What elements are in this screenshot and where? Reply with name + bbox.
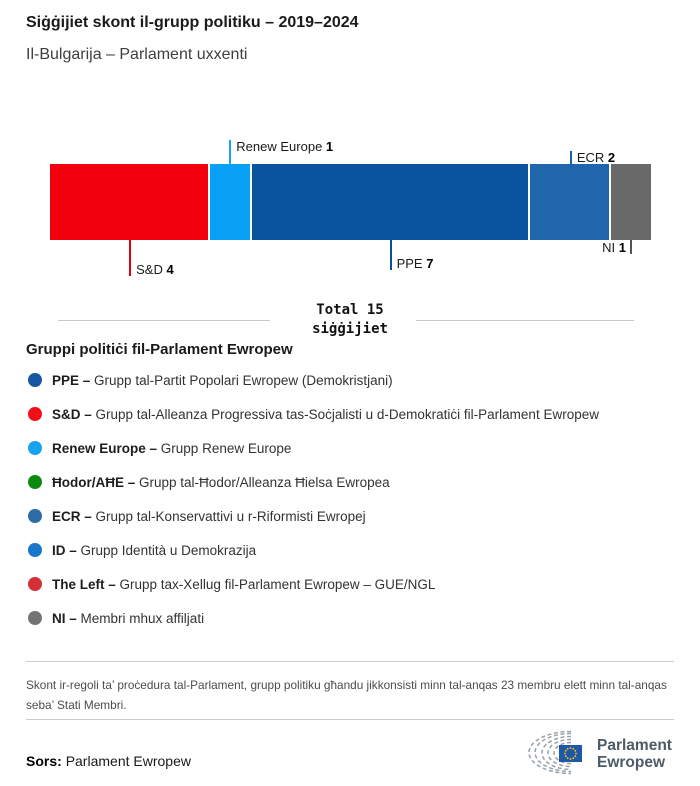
seats-chart [0,130,700,300]
divider-right [416,320,634,321]
source-value: Parlament Ewropew [65,753,191,769]
source-line [26,753,191,769]
legend-color-dot-icon [28,509,42,523]
footnote-text: Skont ir-regoli ta’ proċedura tal-Parlament, grupp politiku għandu jikkonsisti minn tal-anqas 23 membru elett minn tal-anqas seba’ Stati Membri. [26,678,667,712]
legend-color-dot-icon [28,441,42,455]
legend-item-desc: Grupp tal-Ħodor/Alleanza Ħielsa Ewropea [139,474,390,490]
page-subtitle: Il-Bulgarija – Parlament uxxenti [26,46,248,63]
legend-color-dot-icon [28,611,42,625]
legend-item-desc: Grupp Renew Europe [160,440,292,456]
legend-item-abbr: PPE – [52,372,91,388]
legend-item-s-d [26,397,674,431]
divider-left [58,320,270,321]
annotation-tick-ppe [390,240,392,270]
page-title: Siġġijiet skont il-grupp politiku – 2019–2024 [26,14,359,31]
legend-item-abbr: ID – [52,542,77,558]
footnote-rule-top [26,661,674,662]
legend-item-ecr [26,499,674,533]
legend-item-ppe [26,363,674,397]
annotation-tick-ecr [570,151,572,164]
annotation-label-ecr: ECR 2 [576,150,616,165]
footnote-rule-bottom [26,719,674,720]
legend-item-desc: Grupp tal-Partit Popolari Ewropew (Demokristjani) [94,372,393,388]
annotation-label-s-d: S&D 4 [136,262,174,277]
european-parliament-logo [523,727,677,777]
legend-item-ni [26,601,674,635]
annotation-label-renew-europe: Renew Europe 1 [236,139,334,154]
bar-segment-ppe[interactable] [252,164,529,240]
legend-item--odor-a-e [26,465,674,499]
annotation-tick-renew-europe [229,140,231,164]
annotation-label-ppe: PPE 7 [396,256,434,271]
annotation-tick-s-d [129,240,131,276]
legend-item-desc: Grupp Identità u Demokrazija [80,542,257,558]
legend-item-desc: Grupp tax-Xellug fil-Parlament Ewropew – GUE/NGL [119,576,436,592]
legend-item-renew-europe [26,431,674,465]
legend-item-the-left [26,567,674,601]
legend-item-abbr: S&D – [52,406,92,422]
annotation-label-ni: NI 1 [602,240,626,255]
total-seats-line2: siġġijiet [312,321,388,337]
legend-item-abbr: Ħodor/AĦE – [52,474,136,490]
legend-item-abbr: ECR – [52,508,92,524]
bar-segment-ecr[interactable] [530,164,609,240]
legend-color-dot-icon [28,543,42,557]
bar-segment-s-d[interactable] [50,164,208,240]
stacked-bar [50,164,651,240]
logo-text-line1: Parlament [597,737,672,754]
legend-list [26,363,674,635]
bar-segment-renew-europe[interactable] [210,164,250,240]
legend-color-dot-icon [28,475,42,489]
legend-item-desc: Grupp tal-Alleanza Progressiva tas-Soċjalisti u d-Demokratiċi fil-Parlament Ewropew [95,406,599,422]
legend-item-abbr: The Left – [52,576,116,592]
legend-heading: Gruppi politiċi fil-Parlament Ewropew [26,341,293,358]
legend-item-desc: Membri mhux affiljati [80,610,205,626]
legend-color-dot-icon [28,373,42,387]
legend-color-dot-icon [28,407,42,421]
legend-item-desc: Grupp tal-Konservattivi u r-Riformisti Ewropej [95,508,366,524]
annotation-tick-ni [630,240,632,254]
legend-item-abbr: NI – [52,610,77,626]
logo-text-line2: Ewropew [597,754,666,771]
legend-item-abbr: Renew Europe – [52,440,158,456]
bar-segment-ni[interactable] [611,164,651,240]
source-label: Sors: [26,753,62,769]
legend-color-dot-icon [28,577,42,591]
legend-item-id [26,533,674,567]
total-seats-line1: Total 15 [316,302,384,318]
